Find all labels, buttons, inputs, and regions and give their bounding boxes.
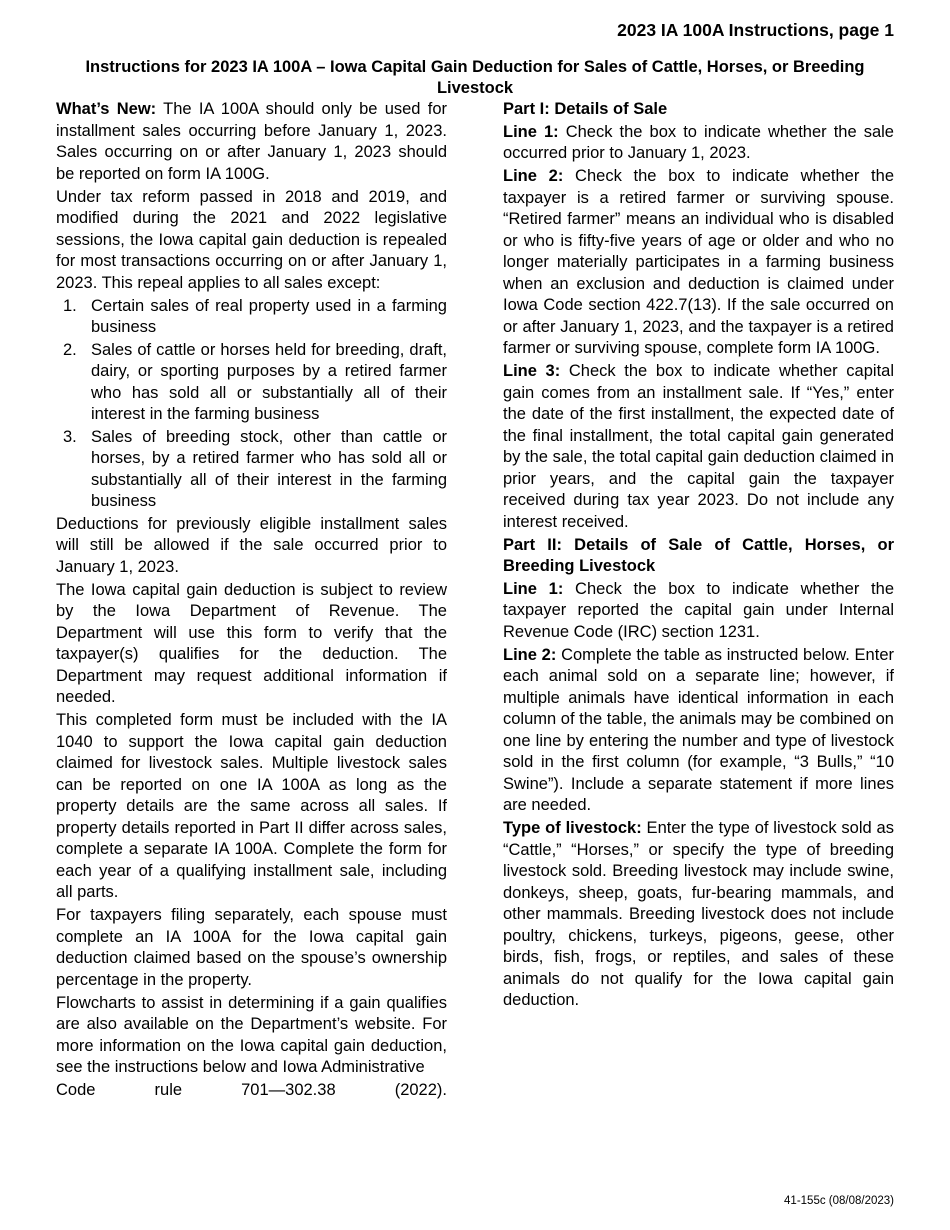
flowcharts-paragraph (56, 993, 447, 1079)
line2-label: Line 2: (503, 167, 564, 185)
line3-text: Check the box to indicate whether capital gain comes from an installment sale. If “Yes,” enter the date of the first installment, the expected date of the final installment, the total capital gain generated by the sale, the total capital gain deduction claimed in prior years, and the capital gain the taxpayer received during tax year 2023. Do not include any interest received. (503, 362, 894, 531)
whats-new-label: What’s New: (56, 100, 157, 118)
line1-label: Line 1: (503, 122, 559, 141)
filing-separately-paragraph: For taxpayers filing separately, each spouse must complete an IA 100A for the Iowa capital gain deduction claimed based on the spouse’s ownership percentage in the property. (56, 906, 447, 989)
part2-line2-label: Line 2: (503, 645, 557, 664)
page-header: 2023 IA 100A Instructions, page 1 (617, 20, 894, 40)
exceptions-list (56, 296, 447, 513)
part1-heading: Part I: Details of Sale (503, 100, 668, 118)
type-of-livestock-paragraph (503, 818, 894, 1012)
completed-form-paragraph: This completed form must be included with the IA 1040 to support the Iowa capital gain deduction claimed for livestock sales. Multiple livestock sales can be reported on one IA 100A as long as the property details are the same across all sales. If property details reported in Part II differ across sales, complete a separate IA 100A. Complete the form for each year of a qualifying installment sale, including all parts. (56, 711, 447, 901)
list-text: Certain sales of real property used in a farming business (91, 296, 447, 336)
line2-text: Check the box to indicate whether the taxpayer is a retired farmer or surviving spouse. “Retired farmer” means an individual who is disabled or who is fifty-five years of age or older and who no longer materially participates in a farming business when an exclusion and deduction is claimed under Iowa Code section 422.7(13). If the sale occurred on or after January 1, 2023, and the taxpayer is a retired farmer or surviving spouse, complete form IA 100G. (503, 167, 894, 357)
document-title: Instructions for 2023 IA 100A – Iowa Capital Gain Deduction for Sales of Cattle, Horses, or Breeding Livestock (85, 58, 865, 97)
form-footer-code: 41-155c (08/08/2023) (784, 1195, 894, 1207)
list-item (56, 427, 447, 513)
line1-text: Check the box to indicate whether the sale occurred prior to January 1, 2023. (503, 122, 894, 162)
part1-line2-paragraph (503, 166, 894, 360)
part2-heading: Part II: Details of Sale of Cattle, Horses, or Breeding Livestock (503, 535, 894, 575)
flowcharts-last-line: Code rule 701—302.38 (2022). (56, 1081, 447, 1099)
list-number: 3. (63, 427, 77, 446)
part2-line1-paragraph (503, 579, 894, 644)
type-of-livestock-label: Type of livestock: (503, 819, 642, 837)
line3-label: Line 3: (503, 362, 561, 380)
part2-line1-label: Line 1: (503, 579, 564, 598)
tax-reform-paragraph: Under tax reform passed in 2018 and 2019, and modified during the 2021 and 2022 legislative sessions, the Iowa capital gain deduction is repealed for most transactions occurring on or after January 1, 2023. This repeal applies to all sales except: (56, 187, 447, 292)
list-item (56, 340, 447, 426)
whats-new-paragraph (56, 99, 447, 185)
whats-new-text: The IA 100A should only be used for installment sales occurring before January 1, 2023. Sales occurring on or after January 1, 2023 should be reported on form IA 100G. (56, 100, 448, 183)
list-number: 1. (63, 296, 77, 315)
list-number: 2. (63, 340, 77, 359)
part1-line1-paragraph (503, 122, 894, 165)
flowcharts-text: Flowcharts to assist in determining if a gain qualifies are also available on the Department’s website. For more information on the Iowa capital gain deduction, see the instructions below and Iowa Administrative (56, 993, 447, 1076)
part1-line3-paragraph (503, 361, 894, 533)
left-column (56, 99, 447, 1103)
list-item (56, 296, 447, 339)
type-of-livestock-text: Enter the type of livestock sold as “Cattle,” “Horses,” or specify the type of breeding livestock sold. Breeding livestock may include swine, donkeys, sheep, goats, fur-bearing mammals, and other mammals. Breeding livestock does not include poultry, chickens, turkeys, pigeons, geese, other birds, fish, frogs, or reptiles, and sales of these animals do not qualify for the Iowa capital gain deduction. (503, 819, 894, 1009)
part2-line2-paragraph (503, 645, 894, 817)
list-text: Sales of cattle or horses held for breeding, draft, dairy, or sporting purposes by a retired farmer who has sold all or substantially all of their interest in the farming business (91, 340, 447, 423)
right-column (503, 99, 894, 1013)
review-paragraph: The Iowa capital gain deduction is subject to review by the Iowa Department of Revenue. The Department will use this form to verify that the taxpayer(s) qualifies for the deduction. The Department may request additional information if needed. (56, 580, 447, 706)
list-text: Sales of breeding stock, other than cattle or horses, by a retired farmer who has sold all or substantially all of their interest in the farming business (91, 427, 447, 510)
part2-line2-text: Complete the table as instructed below. Enter each animal sold on a separate line; however, if multiple animals have identical information in each column of the table, the animals may be combined on one line by entering the number and type of livestock sold in the first column (for example, “3 Bulls,” “10 Swine”). Include a separate statement if more lines are needed. (503, 645, 894, 814)
deductions-paragraph: Deductions for previously eligible installment sales will still be allowed if the sale occurred prior to January 1, 2023. (56, 514, 447, 576)
part2-line1-text: Check the box to indicate whether the taxpayer reported the capital gain under Internal Revenue Code (IRC) section 1231. (503, 579, 894, 641)
